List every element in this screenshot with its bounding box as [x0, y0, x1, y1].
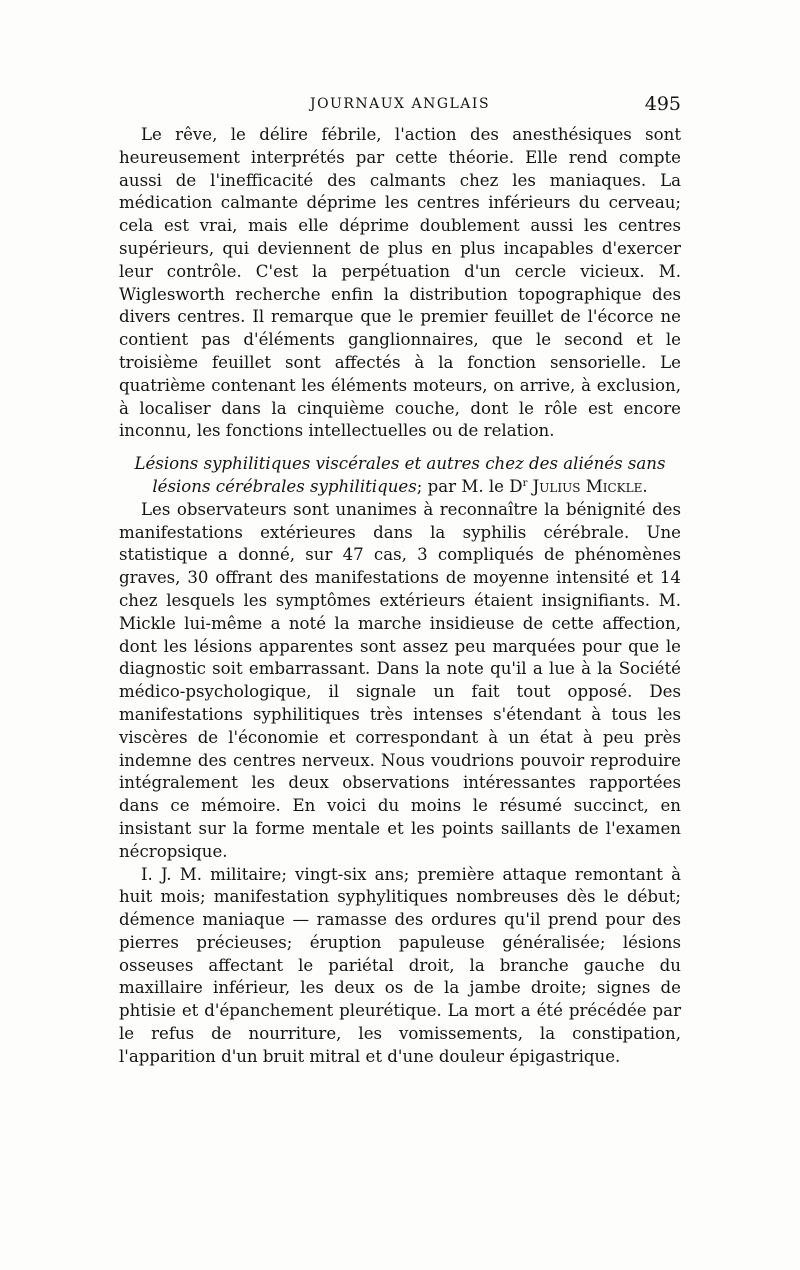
- paragraph-case-1: I. J. M. militaire; vingt-six ans; première attaque remontant à huit mois; manifestation syphylitiques nombreuses dès le début; démence maniaque — ramasse des ordures qu'il prend pour des pierres précieuses; éruption papuleuse généralisée; lésions osseuses affectant le pariétal droit, la branche gauche du maxillaire inférieur, les deux os de la jambe droite; signes de phtisie et d'épanchement pleurétique. La mort a été précédée par le refus de nourriture, les vomissements, la constipation, l'apparition d'un bruit mitral et d'une douleur épigastrique.: [119, 864, 681, 1066]
- running-header: [119, 94, 681, 118]
- running-title: JOURNAUX ANGLAIS: [309, 96, 491, 112]
- author-name: Julius Mickle.: [532, 476, 648, 496]
- paragraph-continued: Le rêve, le délire fébrile, l'action des anesthésiques sont heureusement interprétés par cette théorie. Elle rend compte aussi de l'inefficacité des calmants chez les maniaques. La médication calmante déprime les centres inférieurs du cerveau; cela est vrai, mais elle déprime doublement aussi les centres supérieurs, qui deviennent de plus en plus incapables d'exercer leur contrôle. C'est la perpétuation d'un cercle vicieux. M. Wiglesworth recherche enfin la distribution topographique des divers centres. Il remarque que le premier feuillet de l'écorce ne contient pas d'éléments ganglionnaires, que le second et le troisième feuillet sont affectés à la fonction sensorielle. Le quatrième contenant les éléments moteurs, on arrive, à exclusion, à localiser dans la cinquième couche, dont le rôle est encore inconnu, les fonctions intellectuelles ou de relation.: [119, 125, 681, 441]
- body-text: [119, 124, 681, 1069]
- section-title: Lésions syphilitiques viscérales et autres chez des aliénés sans lésions cérébrales syphilitiques: [134, 454, 666, 496]
- page-number: 495: [644, 93, 681, 115]
- paragraph-observations: Les observateurs sont unanimes à reconnaître la bénignité des manifestations extérieures dans la syphilis cérébrale. Une statistique a donné, sur 47 cas, 3 compliqués de phénomènes graves, 30 offrant des manifestations de moyenne intensité et 14 chez lesquels les symptômes extérieurs étaient insignifiants. M. Mickle lui-même a noté la marche insidieuse de cette affection, dont les lésions apparentes sont assez peu marquées pour que le diagnostic soit embarrassant. Dans la note qu'il a lue à la Société médico-psychologique, il signale un fait tout opposé. Des manifestations syphilitiques très intenses s'étendant à tous les viscères de l'économie et correspondant à un état à peu près indemne des centres nerveux. Nous voudrions pouvoir reproduire intégralement les deux observations intéressantes rapportées dans ce mémoire. En voici du moins le résumé succinct, en insistant sur la forme mentale et les points saillants de l'examen nécropsique.: [119, 499, 681, 861]
- byline-prefix: ; par M. le D: [416, 476, 523, 496]
- section-heading: [119, 453, 681, 499]
- byline-superscript: r: [522, 477, 528, 489]
